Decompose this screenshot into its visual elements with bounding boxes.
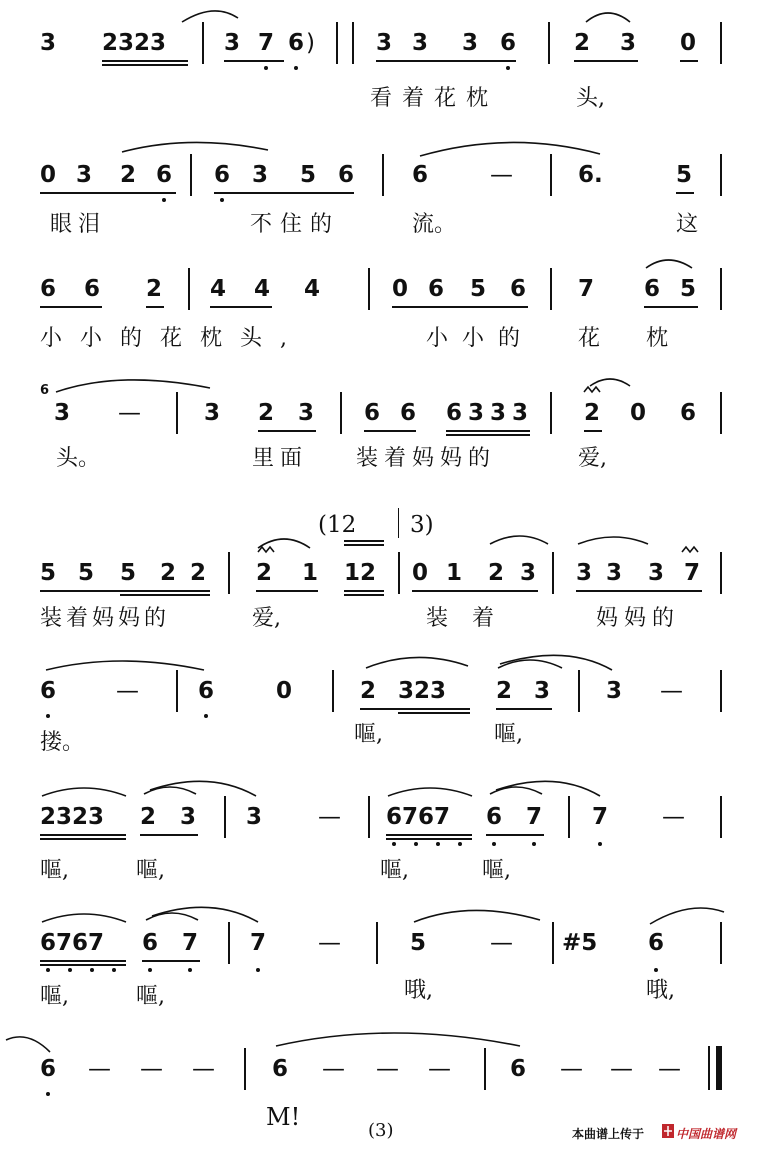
note: 6 <box>84 276 101 302</box>
note-group: 6767 <box>40 930 105 956</box>
note: 2 <box>256 560 273 586</box>
note: 6 <box>486 804 503 830</box>
lyric: 嘔, <box>494 722 523 747</box>
dash: — <box>428 1056 451 1082</box>
lyric: 嘔, <box>380 858 409 883</box>
lyric: 装着妈妈的 <box>356 446 497 471</box>
dash: — <box>318 804 341 830</box>
note: 3 <box>648 560 665 586</box>
note: 1 <box>446 560 463 586</box>
note: 5 <box>676 162 693 188</box>
note: 6 <box>680 400 697 426</box>
note: 6 <box>364 400 381 426</box>
note: 3 <box>224 30 241 56</box>
grace-note: 6 <box>40 383 50 398</box>
slur <box>420 142 600 156</box>
lyric: 里面 <box>252 446 309 471</box>
note: 6 <box>40 678 57 704</box>
note: 3 <box>180 804 197 830</box>
note: 6 <box>198 678 215 704</box>
slur <box>150 781 256 796</box>
note: 2 <box>488 560 505 586</box>
lyric: 头。 <box>56 446 101 471</box>
note: 6 <box>156 162 173 188</box>
note: 2 <box>584 400 601 426</box>
note: 6 <box>214 162 231 188</box>
note: 3 <box>512 400 529 426</box>
note: 7 <box>250 930 267 956</box>
note-group: 2323 <box>40 804 105 830</box>
dash: — <box>658 1056 681 1082</box>
note: 6 <box>338 162 355 188</box>
lyric: 不住的 <box>250 212 341 237</box>
note: 6 <box>648 930 665 956</box>
note: 2 <box>140 804 157 830</box>
dash: — <box>610 1056 633 1082</box>
note: 5 <box>40 560 57 586</box>
slur <box>258 539 310 548</box>
lyric: 小小的花枕头, <box>40 326 305 351</box>
note: 3 <box>620 30 637 56</box>
note: 2 <box>360 678 377 704</box>
dash: — <box>560 1056 583 1082</box>
note: 6 <box>446 400 463 426</box>
lyric: M! <box>266 1103 301 1131</box>
note: 0 <box>630 400 647 426</box>
note: 5 <box>470 276 487 302</box>
note: 7 <box>258 30 275 56</box>
note: 4 <box>210 276 227 302</box>
lyric: 爱, <box>252 606 281 631</box>
slur <box>586 13 630 22</box>
lyric: 装着妈妈的 <box>40 606 171 631</box>
paren: ) <box>306 30 315 56</box>
note: 0 <box>412 560 429 586</box>
lyric: 眼泪 <box>50 212 107 237</box>
note: 3 <box>468 400 485 426</box>
note-group: 323 <box>398 678 447 704</box>
alt-ending-open: (12 <box>318 512 357 538</box>
lyric: 爱, <box>578 446 607 471</box>
slur <box>490 536 548 544</box>
slur <box>276 1033 520 1046</box>
note: 3 <box>40 30 57 56</box>
lyric: 嘔, <box>354 722 383 747</box>
dash: — <box>140 1056 163 1082</box>
note: 3 <box>76 162 93 188</box>
ornament <box>258 547 274 552</box>
page-number: (3) <box>368 1120 394 1141</box>
note: 7 <box>526 804 543 830</box>
alt-ending-close: 3) <box>410 512 434 538</box>
note: 5 <box>300 162 317 188</box>
lyric: 小小的 <box>426 326 535 351</box>
slur <box>496 781 600 796</box>
note: 3 <box>252 162 269 188</box>
note: 5 <box>78 560 95 586</box>
note: 6 <box>644 276 661 302</box>
note: 6 <box>510 1056 527 1082</box>
note: 3 <box>412 30 429 56</box>
note: 3 <box>462 30 479 56</box>
slur <box>56 380 210 392</box>
ornament <box>584 387 600 392</box>
lyric: 妈妈的 <box>596 606 681 631</box>
slur <box>42 788 126 796</box>
lyric: 搂。 <box>40 730 85 755</box>
lyric: 这 <box>676 212 699 237</box>
lyric: 看着花枕 <box>370 86 499 111</box>
note: 6 <box>288 30 305 56</box>
note: 3 <box>376 30 393 56</box>
slur <box>414 910 540 922</box>
slur <box>646 260 692 268</box>
note: 6 <box>400 400 417 426</box>
note: 6 <box>510 276 527 302</box>
note: 6. <box>578 162 603 188</box>
note-sharp: #5 <box>562 930 598 956</box>
site-logo-icon <box>662 1124 674 1138</box>
note: 3 <box>490 400 507 426</box>
dash: — <box>490 162 513 188</box>
slur <box>152 907 258 922</box>
note: 3 <box>298 400 315 426</box>
dash: — <box>318 930 341 956</box>
note: 2 <box>574 30 591 56</box>
upload-credit: 本曲谱上传于 <box>572 1127 645 1141</box>
slur <box>578 537 648 544</box>
note: 6 <box>40 1056 57 1082</box>
note-group: 2323 <box>102 30 167 56</box>
note: 2 <box>258 400 275 426</box>
note: 4 <box>304 276 321 302</box>
lyric: 嘔, <box>136 858 165 883</box>
site-logo: 中国曲谱网 <box>676 1127 737 1141</box>
note: 7 <box>592 804 609 830</box>
note: 5 <box>410 930 427 956</box>
lyric: 嘔, <box>482 858 511 883</box>
lyric: 哦, <box>646 978 675 1003</box>
note: 0 <box>680 30 697 56</box>
lyric: 头, <box>576 86 605 111</box>
note: 4 <box>254 276 271 302</box>
note: 12 <box>344 560 377 586</box>
lyric: 哦, <box>404 978 433 1003</box>
note: 6 <box>40 276 57 302</box>
dash: — <box>662 804 685 830</box>
note: 3 <box>606 560 623 586</box>
note: 0 <box>276 678 293 704</box>
dash: — <box>118 400 141 426</box>
slur <box>500 655 612 670</box>
slur <box>46 661 204 670</box>
note: 2 <box>146 276 163 302</box>
lyric: 花 <box>578 326 601 351</box>
note: 3 <box>576 560 593 586</box>
dash: — <box>88 1056 111 1082</box>
note: 3 <box>54 400 71 426</box>
slur <box>650 908 724 924</box>
lyric: 嘔, <box>40 984 69 1009</box>
ornament <box>682 547 698 552</box>
slur <box>182 11 238 22</box>
note: 2 <box>496 678 513 704</box>
dash: — <box>660 678 683 704</box>
note: 2 <box>120 162 137 188</box>
lyric: 嘔, <box>136 984 165 1009</box>
dash: — <box>490 930 513 956</box>
note-group: 6767 <box>386 804 451 830</box>
slur <box>146 913 198 920</box>
slur <box>366 657 468 668</box>
note: 6 <box>500 30 517 56</box>
note: 6 <box>142 930 159 956</box>
note: 6 <box>272 1056 289 1082</box>
note: 1 <box>302 560 319 586</box>
dash: — <box>116 678 139 704</box>
note: 3 <box>606 678 623 704</box>
slur <box>42 914 126 922</box>
note: 2 <box>190 560 207 586</box>
slur <box>490 787 542 794</box>
slur <box>144 787 196 794</box>
note: 7 <box>578 276 595 302</box>
lyric: 枕 <box>646 326 669 351</box>
note: 5 <box>120 560 137 586</box>
dash: — <box>192 1056 215 1082</box>
note: 5 <box>680 276 697 302</box>
note: 3 <box>534 678 551 704</box>
slur <box>6 1037 50 1052</box>
lyric: 流。 <box>412 212 457 237</box>
lyric: 装着 <box>426 606 519 631</box>
note: 6 <box>428 276 445 302</box>
dash: — <box>376 1056 399 1082</box>
lyric: 嘔, <box>40 858 69 883</box>
note: 3 <box>520 560 537 586</box>
slur <box>590 379 630 386</box>
slur <box>122 142 268 152</box>
note: 6 <box>412 162 429 188</box>
note: 7 <box>684 560 701 586</box>
note: 0 <box>392 276 409 302</box>
note: 7 <box>182 930 199 956</box>
note: 0 <box>40 162 57 188</box>
dash: — <box>322 1056 345 1082</box>
note: 3 <box>204 400 221 426</box>
slur <box>388 788 472 796</box>
note: 3 <box>246 804 263 830</box>
note: 2 <box>160 560 177 586</box>
